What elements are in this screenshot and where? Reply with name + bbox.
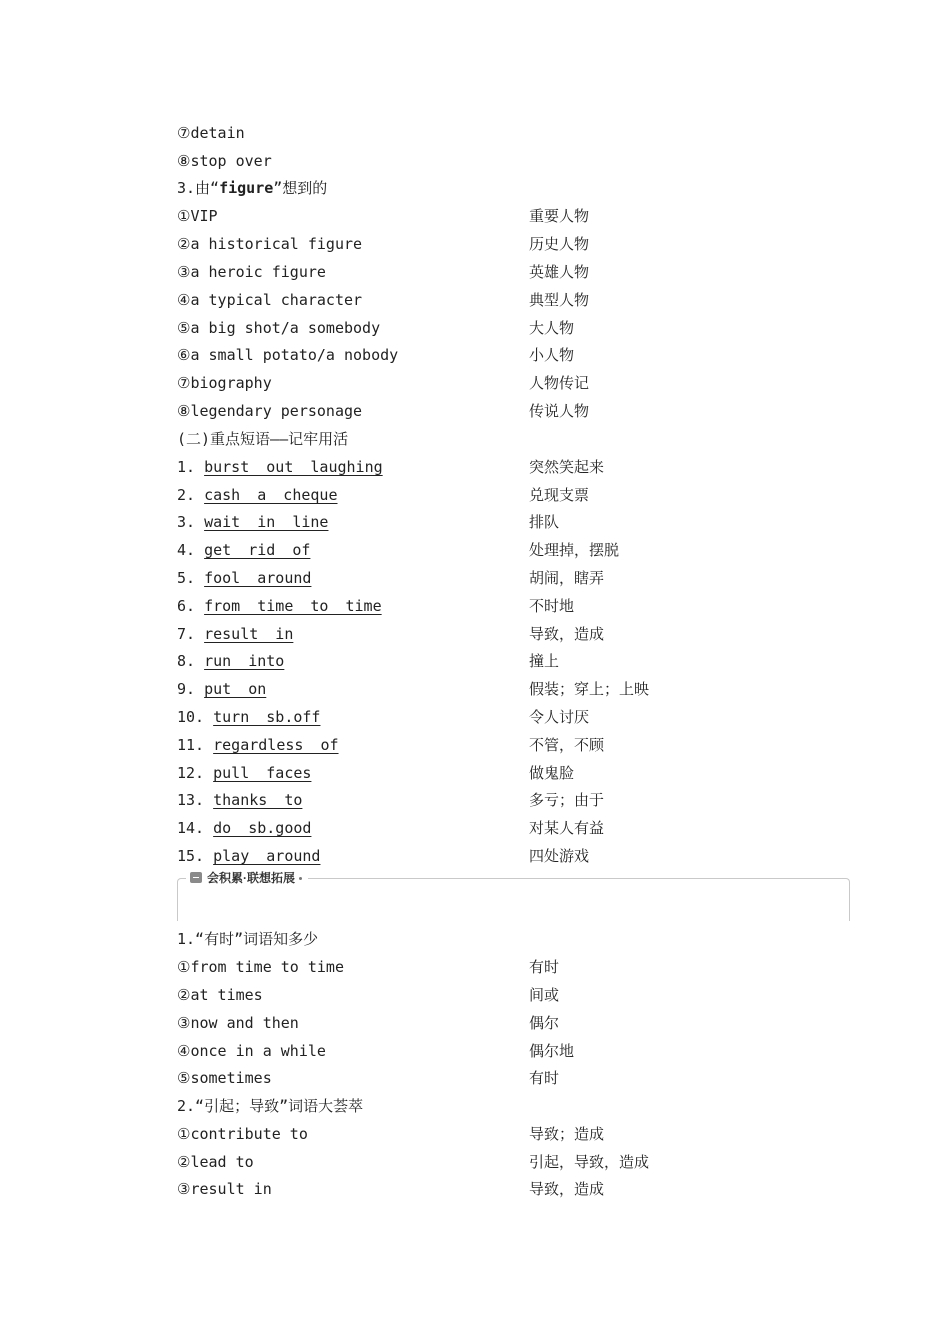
vocab-chinese: 重要人物 [529,207,590,225]
vocab-chinese: 人物传记 [529,374,590,392]
phrase-english [177,705,320,729]
heading-suffix: ”想到的 [273,179,328,197]
phrase-chinese: 四处游戏 [529,847,590,865]
phrase-row [0,455,950,479]
phrase-row [0,483,950,507]
phrase-english [177,510,328,534]
phrase-number: 12. [177,764,205,782]
phrase-number: 15. [177,847,205,865]
vocab-chinese: 有时 [529,958,560,976]
list-item: ⑧stop over [177,152,272,170]
phrase-row [0,649,950,673]
phrase-row [0,816,950,840]
vocab-row [0,260,950,284]
phrase-english [177,733,339,757]
phrase-number: 13. [177,791,205,809]
vocab-row [0,1177,950,1201]
phrase-row [0,538,950,562]
vocab-row [0,1039,950,1063]
phrase-number: 6. [177,597,196,615]
vocab-english: ⑧legendary personage [177,402,363,420]
phrase-number: 8. [177,652,196,670]
phrase-number: 1. [177,458,196,476]
phrase-answer: thanks to [213,791,303,809]
vocab-english: ①VIP [177,207,218,225]
phrase-english [177,538,310,562]
phrase-chinese: 不管，不顾 [529,736,605,754]
vocab-row [0,316,950,340]
phrase-row [0,788,950,812]
phrase-english [177,788,302,812]
vocab-chinese: 大人物 [529,319,575,337]
vocab-chinese: 英雄人物 [529,263,590,281]
extension-box-label [186,869,308,887]
phrase-answer: run into [204,652,285,670]
vocab-chinese: 小人物 [529,346,575,364]
phrase-chinese: 多亏；由于 [529,791,605,809]
phrase-row [0,622,950,646]
phrase-english [177,761,311,785]
phrase-answer: cash a cheque [204,486,338,504]
phrase-row [0,677,950,701]
vocab-row [0,1011,950,1035]
vocab-chinese: 传说人物 [529,402,590,420]
phrase-chinese: 做鬼脸 [529,764,575,782]
phrase-number: 3. [177,513,196,531]
phrase-chinese: 导致，造成 [529,625,605,643]
phrase-number: 5. [177,569,196,587]
vocab-chinese: 导致；造成 [529,1125,605,1143]
phrase-english [177,649,284,673]
phrase-answer: from time to time [204,597,382,615]
vocab-english: ④once in a while [177,1042,326,1060]
vocab-row [0,232,950,256]
phrase-chinese: 对某人有益 [529,819,605,837]
vocab-english: ②a historical figure [177,235,363,253]
phrase-answer: wait in line [204,513,329,531]
phrase-chinese: 不时地 [529,597,575,615]
phrase-english [177,566,311,590]
vocab-chinese: 典型人物 [529,291,590,309]
phrase-row [0,566,950,590]
phrase-number: 2. [177,486,196,504]
heading-prefix: 3.由“ [177,179,220,197]
vocab-english: ③now and then [177,1014,299,1032]
phrase-answer: put on [204,680,267,698]
phrase-number: 11. [177,736,205,754]
phrase-answer: result in [204,625,294,643]
phrase-english [177,677,266,701]
phrase-number: 10. [177,708,205,726]
vocab-row [0,983,950,1007]
phrase-chinese: 令人讨厌 [529,708,590,726]
vocab-row [0,371,950,395]
phrase-chinese: 撞上 [529,652,560,670]
phrase-chinese: 排队 [529,513,560,531]
phrase-english [177,844,320,868]
vocab-english: ①from time to time [177,958,344,976]
vocab-english: ⑤a big shot/a somebody [177,319,381,337]
phrase-number: 14. [177,819,205,837]
vocab-row [0,399,950,423]
phrase-english [177,483,338,507]
phrase-english [177,594,382,618]
section-heading: (二)重点短语——记牢用活 [177,430,349,448]
vocab-row [0,288,950,312]
phrase-row [0,705,950,729]
vocab-chinese: 导致，造成 [529,1180,605,1198]
vocab-english: ⑤sometimes [177,1069,272,1087]
phrase-chinese: 胡闹，瞎弄 [529,569,605,587]
vocab-english: ②at times [177,986,263,1004]
vocab-english: ⑥a small potato/a nobody [177,346,399,364]
vocab-chinese: 有时 [529,1069,560,1087]
phrase-chinese: 处理掉，摆脱 [529,541,620,559]
vocab-english: ②lead to [177,1153,254,1171]
phrase-answer: pull faces [213,764,312,782]
heading-keyword: figure [219,179,274,197]
vocab-chinese: 间或 [529,986,560,1004]
phrase-answer: regardless of [213,736,339,754]
vocab-english: ⑦biography [177,374,272,392]
phrase-row [0,594,950,618]
vocab-chinese: 引起，导致，造成 [529,1153,650,1171]
book-icon [190,872,202,883]
vocab-row [0,955,950,979]
phrase-english [177,816,311,840]
phrase-number: 7. [177,625,196,643]
group-heading: 2.“引起；导致”词语大荟萃 [177,1097,364,1115]
phrase-answer: play around [213,847,321,865]
vocab-row [0,204,950,228]
vocab-row [0,343,950,367]
vocab-english: ③a heroic figure [177,263,326,281]
phrase-chinese: 突然笑起来 [529,458,605,476]
phrase-number: 9. [177,680,196,698]
phrase-row [0,733,950,757]
phrase-answer: turn sb.off [213,708,321,726]
vocab-chinese: 历史人物 [529,235,590,253]
phrase-row [0,761,950,785]
vocab-row [0,1150,950,1174]
vocab-row [0,1066,950,1090]
vocab-chinese: 偶尔 [529,1014,560,1032]
phrase-number: 4. [177,541,196,559]
phrase-row [0,844,950,868]
phrase-answer: do sb.good [213,819,312,837]
vocab-row [0,1122,950,1146]
phrase-english [177,455,383,479]
phrase-answer: fool around [204,569,312,587]
phrase-chinese: 兑现支票 [529,486,590,504]
phrase-chinese: 假装；穿上；上映 [529,680,650,698]
group-heading: 1.“有时”词语知多少 [177,930,319,948]
vocab-english: ①contribute to [177,1125,308,1143]
dot-icon [299,877,302,880]
list-item: ⑦detain [177,124,245,142]
phrase-english [177,622,293,646]
vocab-english: ④a typical character [177,291,363,309]
box-label-text: 会积累·联想拓展 [207,871,295,885]
section-heading [177,176,327,200]
vocab-english: ③result in [177,1180,272,1198]
phrase-row [0,510,950,534]
phrase-answer: burst out laughing [204,458,383,476]
phrase-answer: get rid of [204,541,311,559]
vocab-chinese: 偶尔地 [529,1042,575,1060]
